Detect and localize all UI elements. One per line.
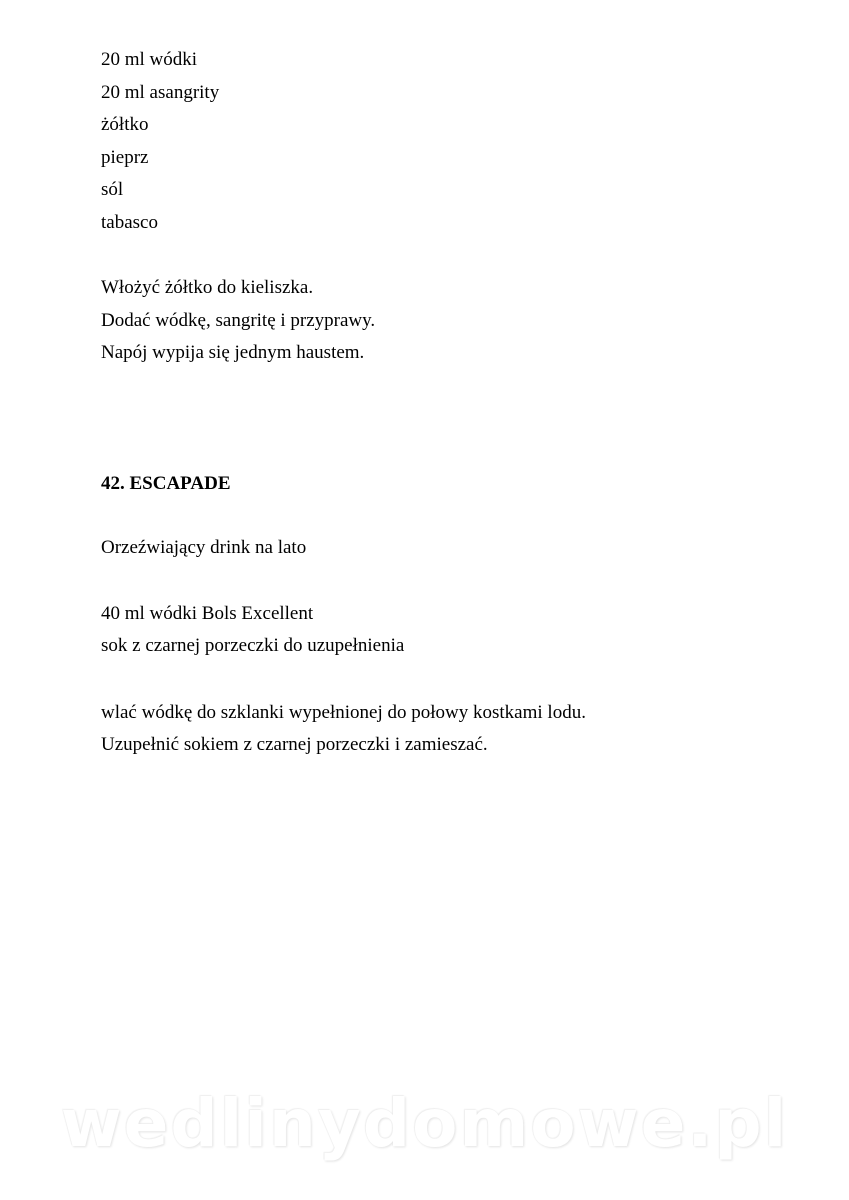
watermark: wedlinydomowe.pl (60, 1085, 789, 1162)
instruction-line: wlać wódkę do szklanki wypełnionej do połowy kostkami lodu. (101, 702, 586, 723)
ingredient-line: 20 ml asangrity (101, 82, 220, 103)
instruction-line: Włożyć żółtko do kieliszka. (101, 277, 314, 298)
recipe-description: Orzeźwiający drink na lato (101, 537, 307, 558)
instruction-line: Uzupełnić sokiem z czarnej porzeczki i zamieszać. (101, 734, 488, 755)
ingredient-line: tabasco (101, 212, 158, 233)
recipe-title: 42. ESCAPADE (101, 473, 231, 494)
ingredient-line: sól (101, 179, 124, 200)
ingredient-line: żółtko (101, 114, 149, 135)
ingredient-line: pieprz (101, 147, 149, 168)
ingredient-line: 20 ml wódki (101, 49, 198, 70)
ingredient-line: sok z czarnej porzeczki do uzupełnienia (101, 635, 405, 656)
ingredient-line: 40 ml wódki Bols Excellent (101, 603, 314, 624)
instruction-line: Dodać wódkę, sangritę i przyprawy. (101, 310, 376, 331)
instruction-line: Napój wypija się jednym haustem. (101, 342, 365, 363)
